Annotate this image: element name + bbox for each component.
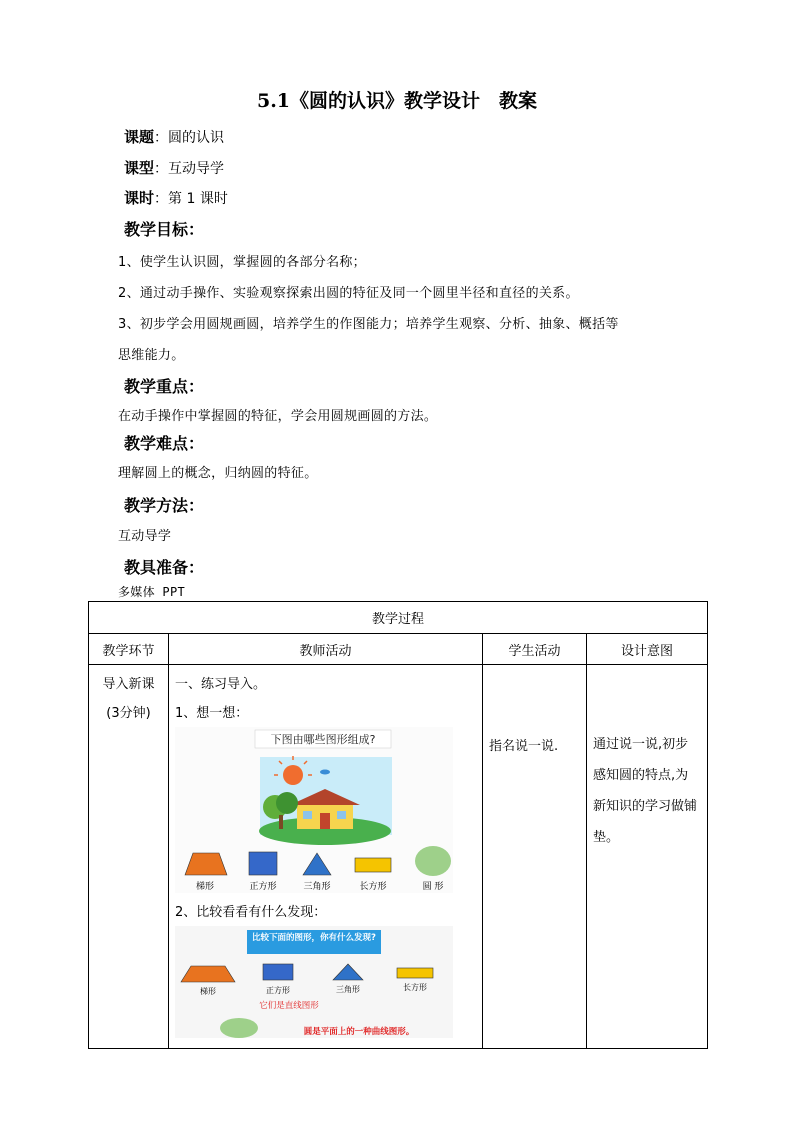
slide2-question: 比较下面的图形，你有什么发现? — [252, 933, 376, 943]
hours-label: 课时 — [124, 189, 155, 207]
teacher-cell — [169, 665, 483, 1049]
slide1-question: 下图由哪些图形组成? — [270, 733, 376, 746]
teacher-intro: 一、练习导入。 — [175, 677, 267, 692]
sun-icon — [283, 765, 303, 785]
header-student: 学生活动 — [483, 634, 587, 665]
type-value: ：互动导学 — [154, 161, 225, 177]
intent-cell — [587, 665, 708, 1049]
method-heading: 教学方法： — [124, 496, 205, 515]
bird-icon — [320, 770, 330, 775]
difficult-heading: 教学难点： — [124, 434, 205, 453]
method-text: 互动导学 — [118, 529, 172, 544]
slide2-rectangle — [397, 968, 433, 978]
design-intent: 通过说一说,初步感知圆的特点,为新知识的学习做铺垫。 — [593, 737, 698, 845]
slide-figure-composition — [175, 727, 453, 893]
stage-cell — [89, 665, 169, 1049]
slide2-graphic — [175, 926, 453, 1038]
rectangle-shape — [355, 858, 391, 872]
square-shape — [249, 852, 277, 875]
difficult-text: 理解圆上的概念，归纳圆的特征。 — [118, 466, 318, 481]
topic-line — [124, 126, 224, 147]
key-heading: 教学重点： — [124, 377, 205, 396]
slide1-graphic — [175, 727, 453, 893]
header-teacher: 教师活动 — [169, 634, 483, 665]
topic-label: 课题 — [124, 128, 155, 146]
hours-value: ：第 1 课时 — [154, 191, 228, 207]
stage-name: 导入新课 — [102, 677, 155, 692]
slide1-label-rectangle: 长方形 — [359, 882, 387, 892]
type-label: 课型 — [124, 159, 155, 177]
key-text: 在动手操作中掌握圆的特征，学会用圆规画圆的方法。 — [118, 409, 438, 424]
slide1-label-circle: 圆 形 — [422, 882, 444, 892]
student-activity: 指名说一说. — [489, 739, 559, 754]
table-caption: 教学过程 — [89, 602, 708, 634]
teacher-step2: 2、比较看看有什么发现： — [175, 905, 327, 920]
circle-shape — [415, 846, 451, 876]
slide-compare-shapes — [175, 926, 453, 1038]
type-line — [124, 157, 224, 178]
process-table — [88, 601, 708, 1049]
goal-3: 3、初步学会用圆规画圆，培养学生的作图能力；培养学生观察、分析、抽象、概括等 — [118, 317, 619, 332]
goal-3-cont: 思维能力。 — [118, 348, 185, 363]
stage-time: (3分钟) — [106, 706, 151, 721]
slide2-note-curve: 圆是平面上的一种曲线图形。 — [303, 1027, 415, 1037]
goal-1: 1、使学生认识圆，掌握圆的各部分名称； — [118, 255, 366, 270]
slide2-note-straight: 它们是直线图形 — [259, 1001, 319, 1011]
goals-heading: 教学目标： — [124, 220, 205, 239]
document-title: 5.1《圆的认识》教学设计 教案 — [256, 90, 538, 112]
hours-line — [124, 187, 228, 208]
slide1-label-square: 正方形 — [249, 882, 277, 892]
goal-2: 2、通过动手操作、实验观察探索出圆的特征及同一个圆里半径和直径的关系。 — [118, 286, 579, 301]
tools-text: 多媒体 PPT — [118, 585, 185, 599]
header-intent: 设计意图 — [587, 634, 708, 665]
slide2-label-triangle: 三角形 — [336, 985, 360, 994]
slide1-label-triangle: 三角形 — [303, 882, 331, 892]
student-cell — [483, 665, 587, 1049]
tools-heading: 教具准备： — [124, 558, 205, 577]
slide2-label-rectangle: 长方形 — [403, 983, 427, 992]
teacher-step1: 1、想一想： — [175, 706, 249, 721]
header-stage: 教学环节 — [89, 634, 169, 665]
slide2-square — [263, 964, 293, 980]
slide1-label-trapezoid: 梯形 — [195, 882, 215, 892]
slide2-label-trapezoid: 梯形 — [200, 987, 216, 996]
topic-value: ：圆的认识 — [154, 130, 225, 146]
slide2-label-square: 正方形 — [266, 986, 290, 995]
slide2-circle — [220, 1018, 258, 1038]
